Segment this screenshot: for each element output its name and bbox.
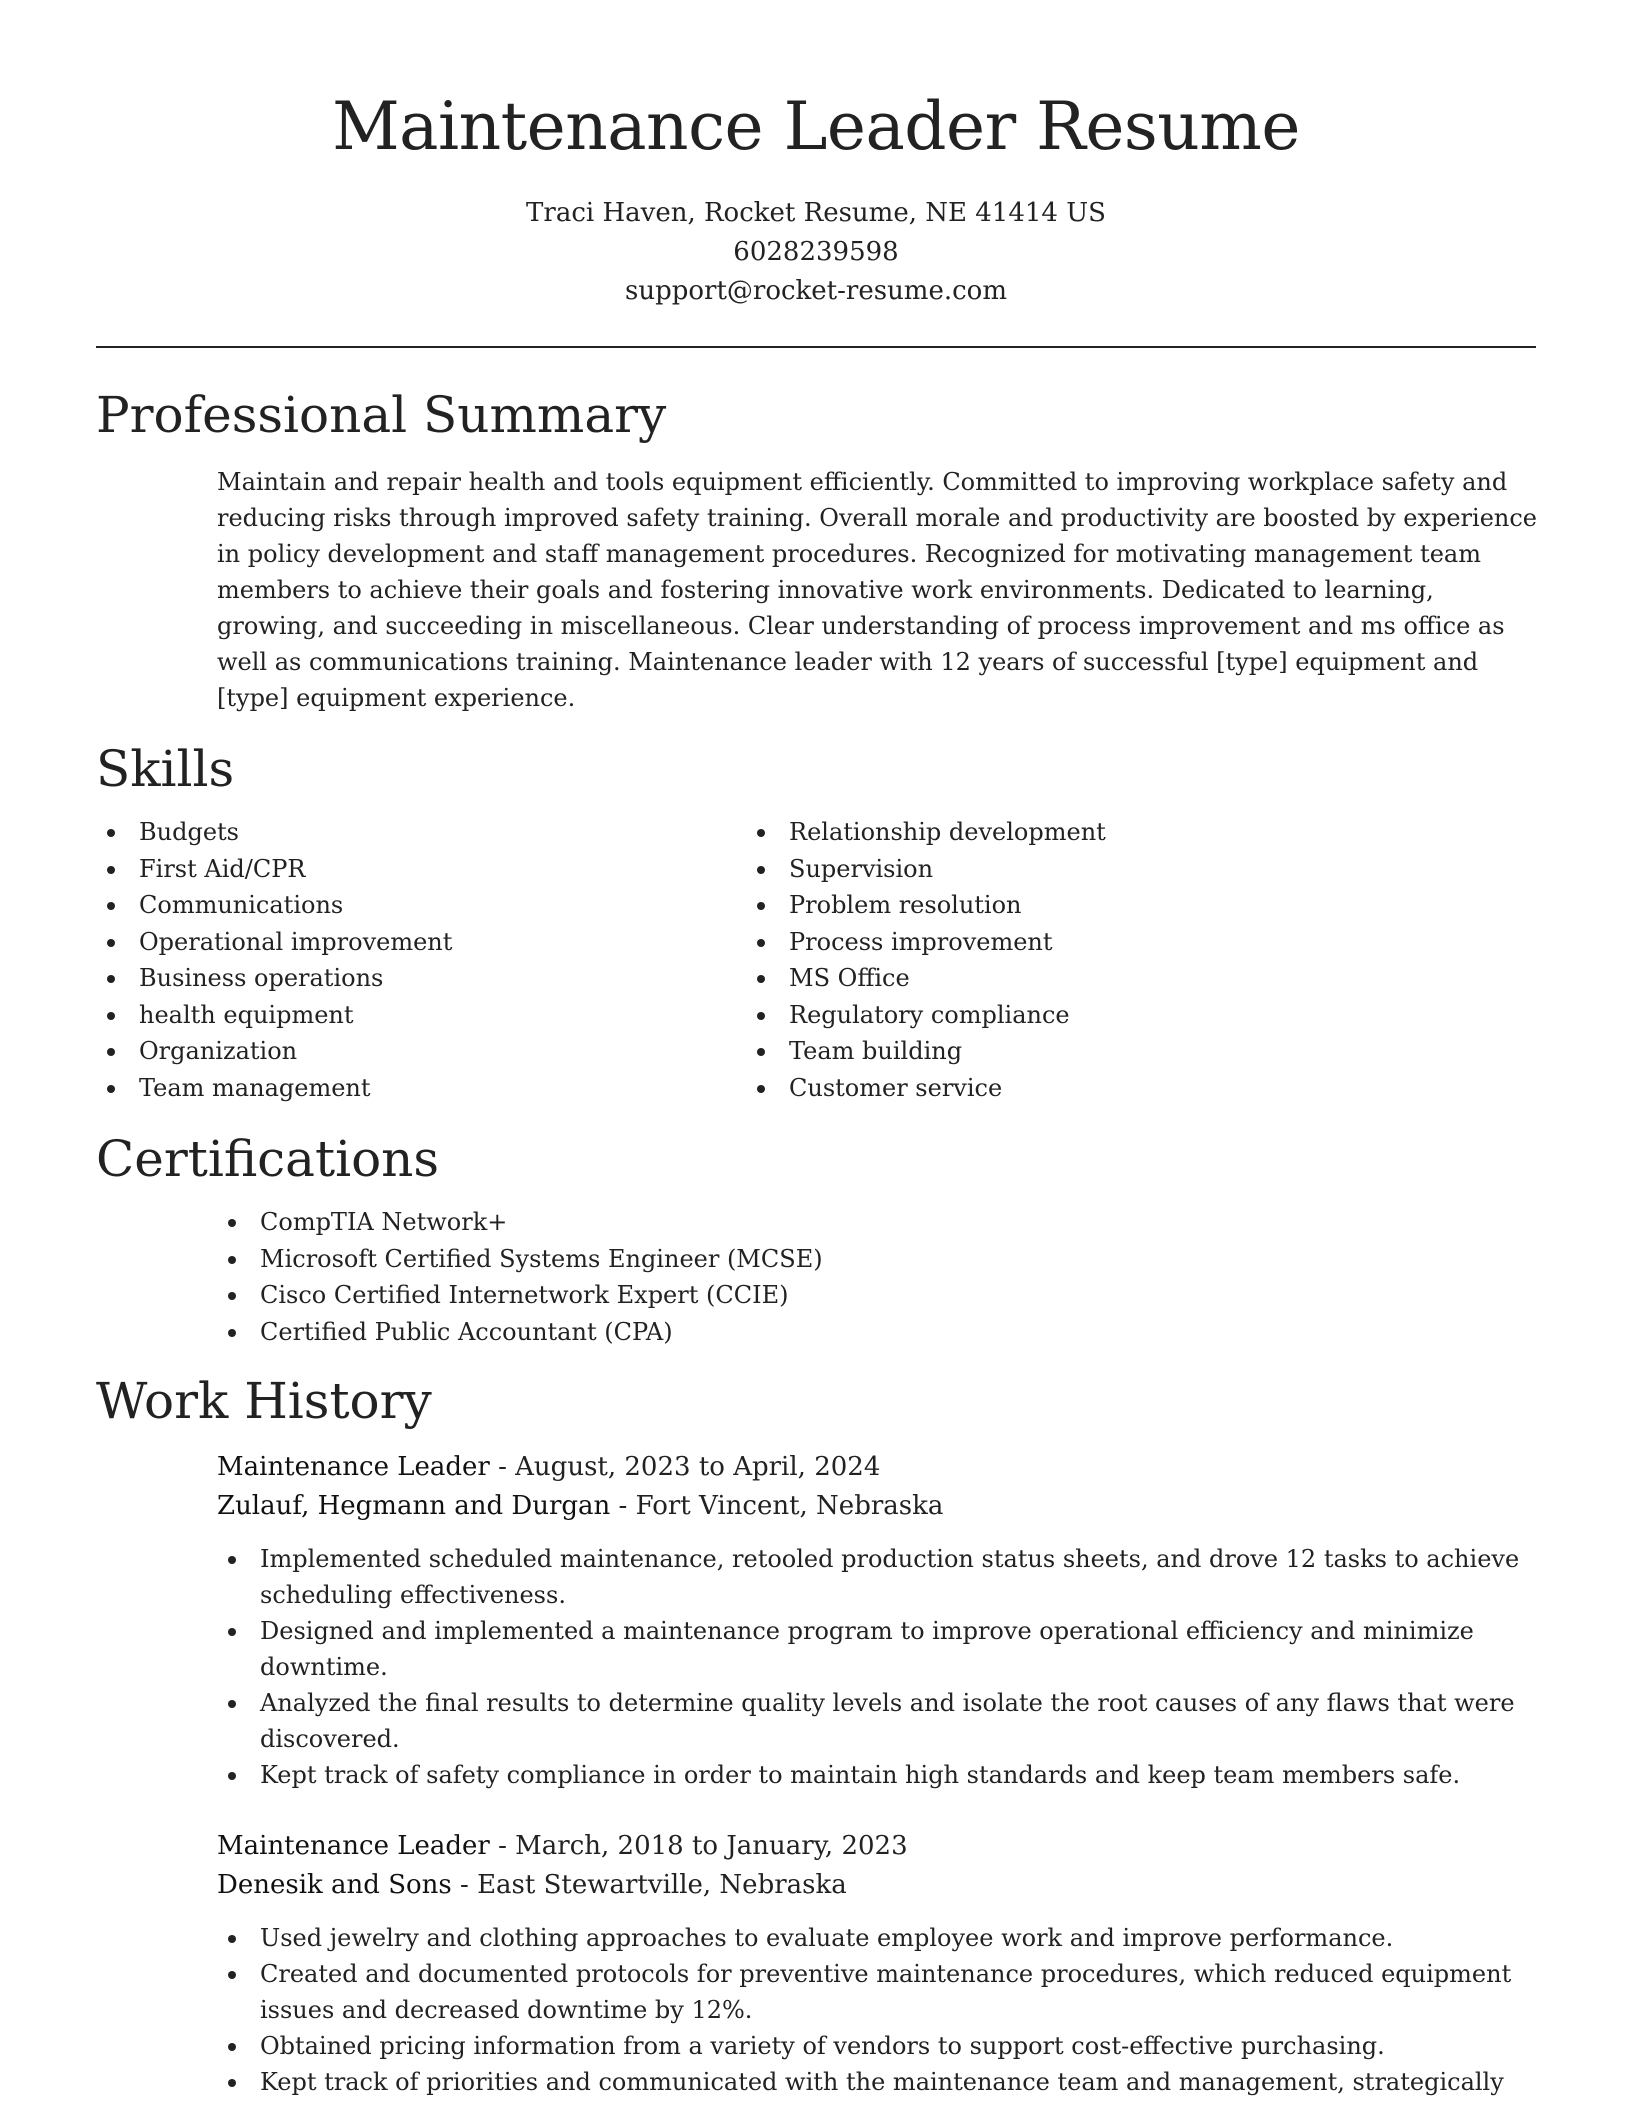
job-bullet: Kept track of priorities and communicated with the maintenance team and management, strategically — [217, 2064, 1547, 2100]
skill-item: Process improvement — [746, 924, 1366, 961]
skills-columns — [96, 814, 1536, 1106]
certifications-list — [217, 1204, 1536, 1350]
skill-item: Communications — [96, 887, 746, 924]
certification-item: CompTIA Network+ — [217, 1204, 1536, 1241]
skill-item: First Aid/CPR — [96, 851, 746, 888]
skills-heading: Skills — [96, 740, 235, 798]
job-location: - Fort Vincent, Nebraska — [610, 1491, 944, 1521]
skills-list-right — [746, 814, 1366, 1106]
skill-item: Business operations — [96, 960, 746, 997]
job-dates: - March, 2018 to January, 2023 — [489, 1831, 908, 1861]
skill-item: Organization — [96, 1033, 746, 1070]
job-company-line — [217, 1487, 1547, 1526]
job-title-line — [217, 1448, 1547, 1487]
contact-block — [96, 194, 1536, 311]
job-bullet-list — [217, 1920, 1547, 2100]
work-history-section — [96, 1370, 1536, 2100]
skill-item: Team management — [96, 1070, 746, 1107]
job-entry — [217, 1448, 1547, 1793]
skill-item: health equipment — [96, 997, 746, 1034]
skill-item: Relationship development — [746, 814, 1366, 851]
skill-item: Customer service — [746, 1070, 1366, 1107]
summary-heading: Professional Summary — [96, 386, 667, 444]
job-title-line — [217, 1827, 1547, 1866]
certification-item: Certified Public Accountant (CPA) — [217, 1314, 1536, 1351]
professional-summary-section — [96, 384, 1536, 716]
job-entry — [217, 1827, 1547, 2100]
job-title: Maintenance Leader — [217, 1831, 490, 1861]
skill-item: Team building — [746, 1033, 1366, 1070]
job-bullet: Implemented scheduled maintenance, retooled production status sheets, and drove 12 tasks to achieve scheduling effectiveness. — [217, 1541, 1547, 1613]
job-bullet: Created and documented protocols for preventive maintenance procedures, which reduced equipment issues and decreased downtime by 12%. — [217, 1956, 1547, 2028]
job-company-line — [217, 1866, 1547, 1905]
skill-item: Budgets — [96, 814, 746, 851]
skill-item: Problem resolution — [746, 887, 1366, 924]
skill-item: Operational improvement — [96, 924, 746, 961]
job-bullet: Kept track of safety compliance in order to maintain high standards and keep team members safe. — [217, 1757, 1547, 1793]
summary-text: Maintain and repair health and tools equipment efficiently. Committed to improving workplace safety and reducing risks through improved safety training. Overall morale and productivity are boosted by experience in policy development and staff management procedures. Recognized for motivating management team members to achieve their goals and fostering innovative work environments. Dedicated to learning, growing, and succeeding in miscellaneous. Clear understanding of process improvement and ms office as well as communications training. Maintenance leader with 12 years of successful [type] equipment and [type] equipment experience. — [217, 468, 1537, 712]
skills-list-left — [96, 814, 746, 1106]
certifications-section — [96, 1128, 1536, 1350]
job-location: - East Stewartville, Nebraska — [451, 1870, 847, 1900]
skills-section — [96, 738, 1536, 1106]
work-history-heading: Work History — [96, 1372, 432, 1430]
job-company: Zulauf, Hegmann and Durgan — [217, 1491, 611, 1521]
job-dates: - August, 2023 to April, 2024 — [489, 1452, 881, 1482]
job-bullet: Analyzed the final results to determine quality levels and isolate the root causes of any flaws that were discovered. — [217, 1685, 1547, 1757]
resume-page — [96, 0, 1536, 2100]
contact-email: support@rocket-resume.com — [624, 276, 1007, 306]
job-bullet: Obtained pricing information from a variety of vendors to support cost-effective purchasing. — [217, 2028, 1547, 2064]
header-divider — [96, 346, 1536, 348]
job-company: Denesik and Sons — [217, 1870, 452, 1900]
certification-item: Cisco Certified Internetwork Expert (CCIE) — [217, 1277, 1536, 1314]
job-bullet-list — [217, 1541, 1547, 1793]
contact-phone: 6028239598 — [733, 237, 899, 267]
job-bullet: Designed and implemented a maintenance program to improve operational efficiency and minimize downtime. — [217, 1613, 1547, 1685]
job-bullet: Used jewelry and clothing approaches to evaluate employee work and improve performance. — [217, 1920, 1547, 1956]
contact-address: Traci Haven, Rocket Resume, NE 41414 US — [526, 198, 1106, 228]
certifications-heading: Certifications — [96, 1130, 440, 1188]
skill-item: MS Office — [746, 960, 1366, 997]
certification-item: Microsoft Certified Systems Engineer (MCSE) — [217, 1241, 1536, 1278]
skill-item: Supervision — [746, 851, 1366, 888]
resume-title: Maintenance Leader Resume — [332, 88, 1300, 165]
job-title: Maintenance Leader — [217, 1452, 490, 1482]
skill-item: Regulatory compliance — [746, 997, 1366, 1034]
